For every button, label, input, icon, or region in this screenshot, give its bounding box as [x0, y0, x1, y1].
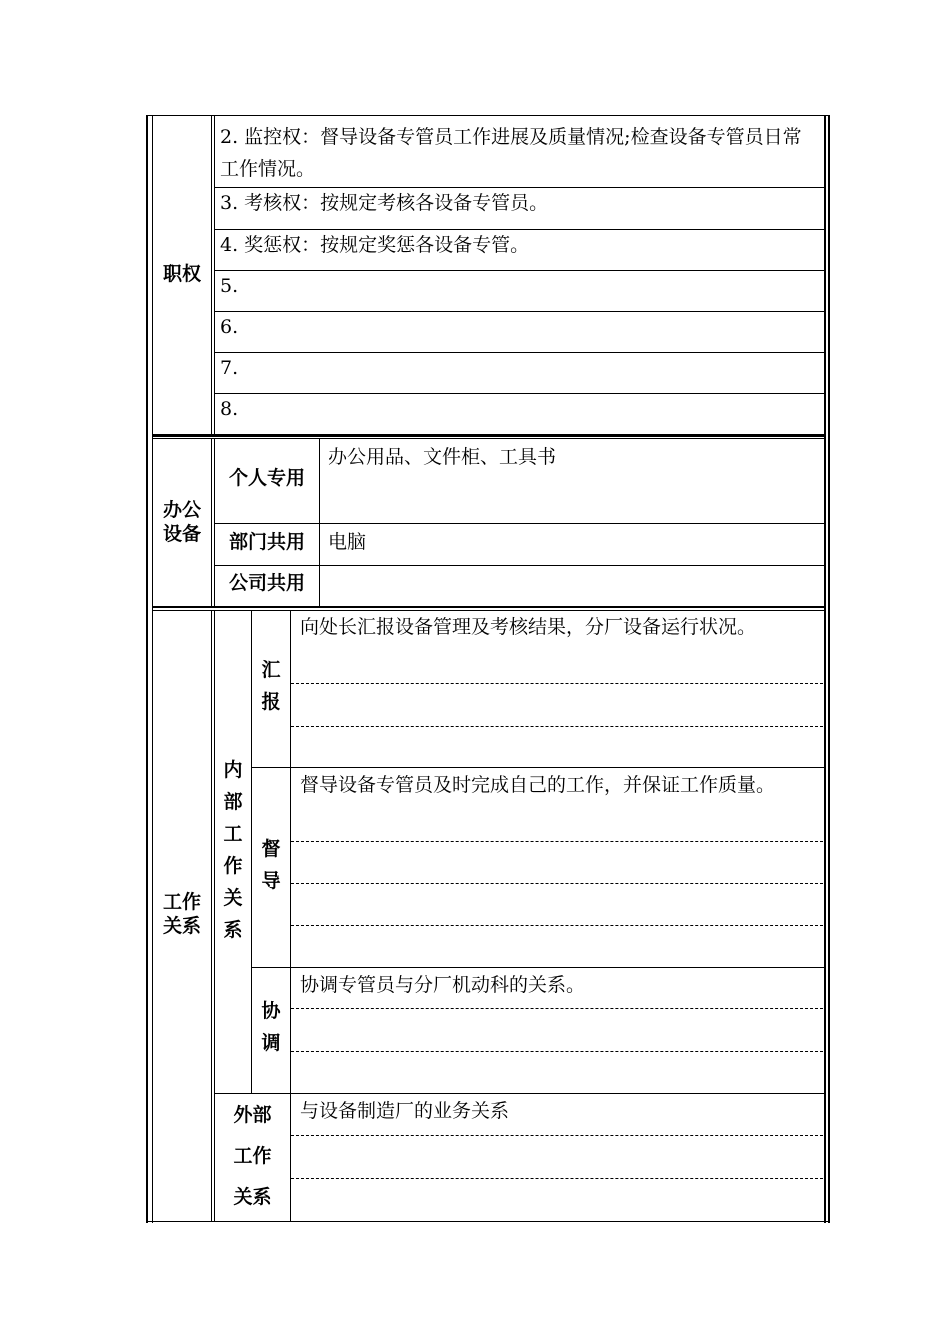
company-shared-label: 公司共用: [228, 572, 305, 594]
supervise-text: 督导设备专管员及时完成自己的工作，并保证工作质量。: [300, 774, 776, 796]
report-label: 汇 报: [261, 659, 281, 713]
coordinate-text: 协调专管员与分厂机动科的关系。: [300, 974, 586, 996]
work-relations-label-line2: 关系: [162, 915, 201, 937]
coordinate-label: 协 调: [261, 1000, 281, 1054]
personal-use-value: 办公用品、文件柜、工具书: [328, 446, 557, 468]
authority-item-6: 6.: [220, 316, 239, 338]
personal-use-label: 个人专用: [228, 467, 305, 489]
office-equipment-label-line1: 办公: [162, 499, 201, 521]
authority-item-2: 2. 监控权：督导设备专管员工作进展及质量情况;检查设备专管员日常工作情况。: [220, 126, 802, 180]
department-shared-label: 部门共用: [228, 531, 305, 553]
authority-item-5: 5.: [220, 275, 239, 297]
authority-item-8: 8.: [220, 398, 239, 420]
supervise-label: 督 导: [261, 838, 281, 892]
internal-relations-label: 内 部 工 作 关 系: [223, 759, 243, 941]
external-relations-text: 与设备制造厂的业务关系: [300, 1100, 510, 1122]
authority-item-4: 4. 奖惩权：按规定奖惩各设备专管。: [220, 234, 530, 256]
authority-item-7: 7.: [220, 357, 239, 379]
office-equipment-label-line2: 设备: [162, 523, 201, 545]
department-shared-value: 电脑: [328, 531, 367, 553]
external-relations-label: 外部 工作 关系: [233, 1104, 272, 1208]
authority-item-3: 3. 考核权：按规定考核各设备专管员。: [220, 192, 549, 214]
authority-label: 职权: [162, 263, 201, 285]
report-text: 向处长汇报设备管理及考核结果，分厂设备运行状况。: [300, 616, 757, 638]
work-relations-label-line1: 工作: [162, 891, 201, 913]
